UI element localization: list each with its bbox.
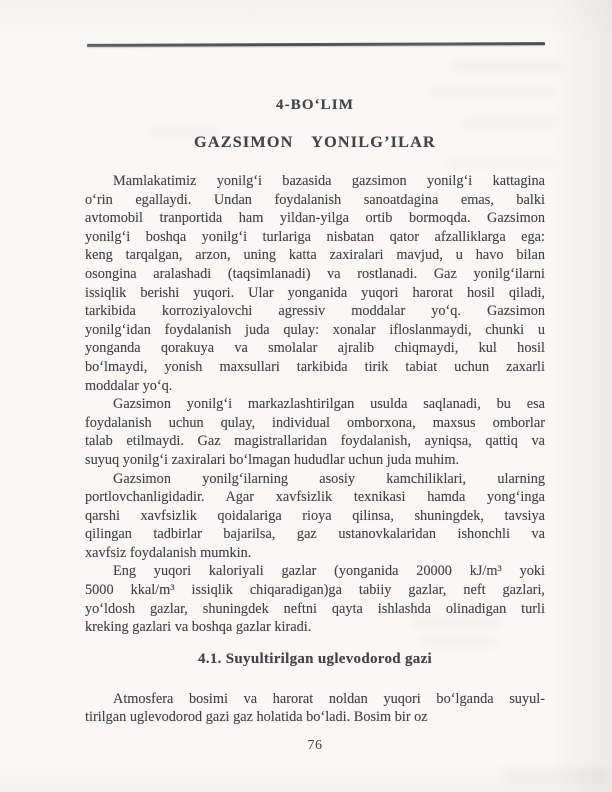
- chapter-heading: 4-BO‘LIM: [276, 97, 354, 113]
- scan-artifact: [447, 158, 555, 167]
- paragraph: [85, 172, 545, 395]
- text-line: kreking gazlari va boshqa gazlar kiradi.: [85, 619, 312, 636]
- paragraph: [85, 562, 545, 636]
- section-heading: 4.1. Suyultirilgan uglevodorod gazi: [197, 650, 432, 667]
- text-line: qilingan tadbirlar bajarilsa, gaz ustanovkalaridan ishonchli va: [85, 526, 545, 543]
- scan-artifact: [430, 88, 555, 97]
- text-line: Gazsimon yonilg‘ilarning asosiy kamchiliklari, ularning: [113, 470, 545, 487]
- text-line: 5000 kkal/m³ issiqlik chiqaradigan)ga tabiiy gazlar, neft gazlari,: [85, 582, 545, 599]
- text-line: issiqlik berishi yuqori. Ular yonganida yuqori harorat hosil qiladi,: [85, 284, 545, 301]
- text-line: tarkibida korroziyalovchi agressiv moddalar yo‘q. Gazsimon: [85, 303, 545, 320]
- text-line: osongina aralashadi (taqsimlanadi) va rostlanadi. Gaz yonilg‘ilarni: [85, 265, 545, 282]
- text-line: foydalanish uchun qulay, individual omborxona, maxsus omborlar: [85, 414, 545, 431]
- text-line: moddalar yo‘q.: [85, 377, 173, 394]
- text-line: Atmosfera bosimi va harorat noldan yuqori bo‘lganda suyul-: [113, 690, 545, 707]
- text-line: Mamlakatimiz yonilg‘i bazasida gazsimon yonilg‘i kattagina: [113, 173, 545, 189]
- text-line: tirilgan uglevodorod gazi gaz holatida bo‘ladi. Bosim bir oz: [85, 709, 428, 726]
- page-number: 76: [307, 738, 323, 753]
- text-line: yonganda qorakuya va smolalar ajralib chiqmaydi, kul hosil: [85, 340, 545, 357]
- text-line: xavfsiz foydalanish mumkin.: [85, 544, 252, 561]
- scan-artifact: [462, 118, 557, 127]
- text-line: portlovchanligidadir. Agar xavfsizlik texnikasi hamda yong‘inga: [85, 489, 545, 506]
- text-line: Gazsimon yonilg‘i markazlashtirilgan usulda saqlanadi, bu esa: [113, 396, 545, 413]
- text-line: o‘rin egallaydi. Undan foydalanish sanoatdagina emas, balki: [85, 191, 545, 208]
- paragraph: [85, 470, 545, 563]
- text-line: yonilg‘idan foydalanish juda qulay: xonalar ifloslanmaydi, chunki u: [85, 321, 545, 338]
- text-line: avtomobil tranportida ham yildan-yilga ortib bormoqda. Gazsimon: [85, 210, 545, 227]
- paragraph: [85, 395, 545, 469]
- page-body: [85, 172, 545, 727]
- text-line: suyuq yonilg‘i zaxiralari bo‘lmagan hududlar uchun juda muhim.: [85, 451, 460, 468]
- chapter-title: GAZSIMON YONILG’ILAR: [194, 133, 436, 151]
- scan-artifact: [452, 62, 562, 71]
- header-rule: [87, 42, 545, 46]
- text-line: bo‘lmaydi, yonish maxsullari tarkibida tirik tabiat uchun zaxarli: [85, 358, 545, 375]
- text-line: Eng yuqori kaloriyali gazlar (yonganida 20000 kJ/m³ yoki: [113, 563, 545, 580]
- text-line: yonilg‘i boshqa yonilg‘i turlariga nisbatan qator afzalliklarga ega:: [85, 228, 545, 245]
- paragraph: [85, 690, 545, 727]
- text-line: yo‘ldosh gazlar, shuningdek neftni qayta ishlashda olinadigan turli: [85, 600, 545, 617]
- text-line: keng tarqalgan, arzon, uning katta zaxiralari mavjud, u havo bilan: [85, 247, 545, 264]
- text-line: qarshi xavfsizlik qoidalariga rioya qilinsa, shuningdek, tavsiya: [85, 507, 545, 524]
- scan-artifact: [505, 768, 605, 784]
- text-line: talab etilmaydi. Gaz magistrallaridan foydalanish, ayniqsa, qattiq va: [85, 433, 545, 450]
